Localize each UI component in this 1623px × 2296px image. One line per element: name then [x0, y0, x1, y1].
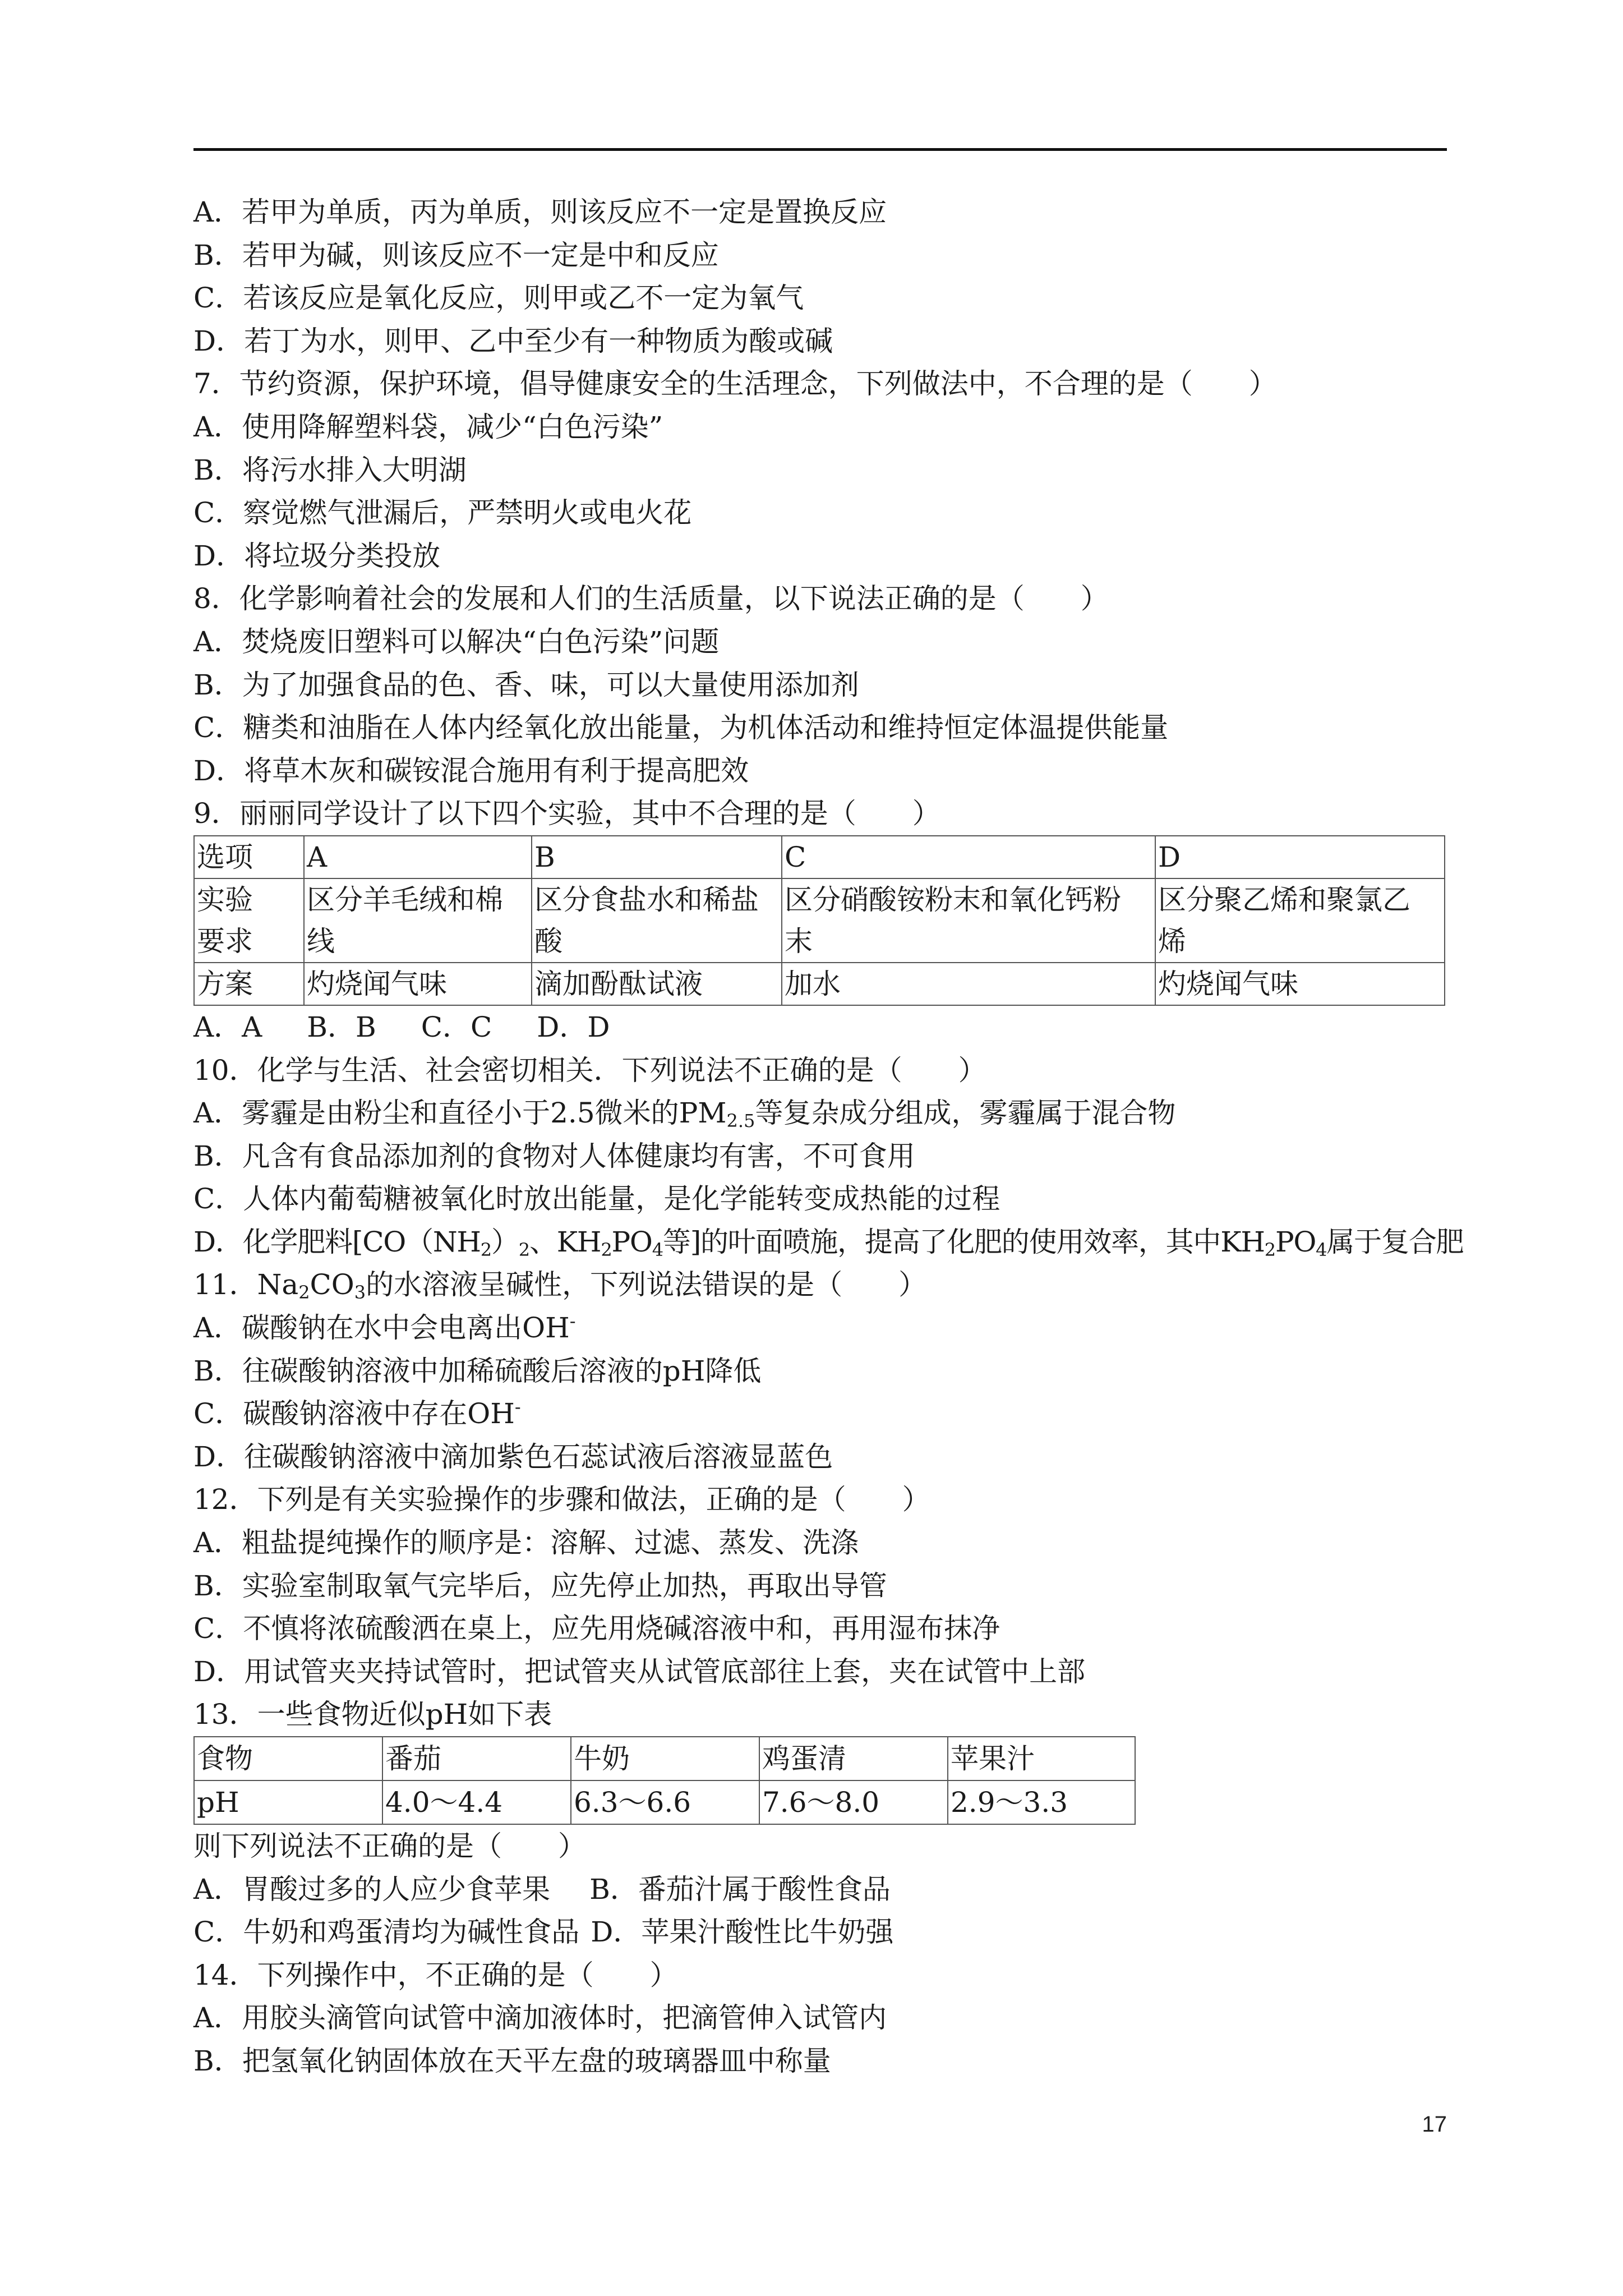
table-cell: [194, 878, 304, 963]
q12-stem: 12．下列是有关实验操作的步骤和做法，正确的是（ ）: [193, 1483, 930, 1516]
q6-option-c: C．若该反应是氧化反应，则甲或乙不一定为氧气: [193, 282, 804, 315]
text-run: A．雾霾是由粉尘和直径小于2.5微米的PM: [193, 1097, 727, 1130]
text-run: PO: [611, 1225, 652, 1258]
q13-stem: 13．一些食物近似pH如下表: [193, 1698, 552, 1731]
text-run: 、KH: [529, 1225, 601, 1258]
cell-text: 末: [785, 924, 813, 958]
q9-option-d: D．D: [537, 1010, 610, 1043]
superscript: -: [514, 1396, 521, 1418]
cell-text: 线: [307, 924, 335, 958]
table-row: [194, 1780, 1135, 1824]
q13-table: [193, 1736, 1136, 1825]
q7-option-c: C．察觉燃气泄漏后，严禁明火或电火花: [193, 496, 692, 530]
text-run: CO: [310, 1268, 354, 1301]
q6-option-a: A．若甲为单质，丙为单质，则该反应不一定是置换反应: [193, 196, 887, 228]
table-cell: 4.0～4.4: [382, 1780, 571, 1824]
subscript: 2: [518, 1239, 529, 1260]
q8-option-a: A．焚烧废旧塑料可以解决“白色污染”问题: [193, 625, 720, 658]
header-rule: [193, 148, 1447, 151]
table-cell: [532, 878, 782, 963]
table-cell: 鸡蛋清: [759, 1737, 948, 1780]
q14-stem: 14．下列操作中，不正确的是（ ）: [193, 1958, 678, 1991]
q10-option-c: C．人体内葡萄糖被氧化时放出能量，是化学能转变成热能的过程: [193, 1182, 1000, 1216]
text-run: 属于复合肥: [1326, 1225, 1464, 1258]
cell-text: 区分聚乙烯和聚氯乙: [1158, 883, 1410, 916]
cell-text: 区分羊毛绒和棉: [307, 883, 503, 916]
table-cell: [304, 878, 532, 963]
text-run: A．碳酸钠在水中会电离出OH: [193, 1312, 570, 1345]
cell-text: 区分食盐水和稀盐: [534, 883, 759, 916]
text-run: ）: [491, 1225, 519, 1258]
subscript: 2: [298, 1282, 310, 1304]
cell-text: 区分硝酸铵粉末和氧化钙粉: [785, 883, 1121, 916]
q10-option-d: [193, 1221, 1464, 1264]
table-cell: pH: [194, 1780, 382, 1824]
text-run: D．化学肥料[CO（NH: [193, 1225, 481, 1258]
q13-option-d: D．苹果汁酸性比牛奶强: [591, 1916, 894, 1949]
q13-option-b: B．番茄汁属于酸性食品: [589, 1872, 891, 1906]
text-run: C．碳酸钠溶液中存在OH: [193, 1397, 515, 1430]
text-run: 的水溶液呈碱性，下列说法错误的是（ ）: [366, 1268, 927, 1301]
q9-stem: 9．丽丽同学设计了以下四个实验，其中不合理的是（ ）: [193, 797, 940, 830]
table-cell: 2.9～3.3: [948, 1780, 1135, 1824]
q8-option-d: D．将草木灰和碳铵混合施用有利于提高肥效: [193, 754, 749, 787]
table-cell: 食物: [194, 1737, 382, 1780]
table-cell: 牛奶: [571, 1737, 759, 1780]
table-row: [194, 963, 1445, 1005]
table-cell: 方案: [194, 963, 304, 1005]
q13-option-c: C．牛奶和鸡蛋清均为碱性食品: [193, 1916, 580, 1949]
table-cell: 加水: [782, 963, 1155, 1005]
subscript: 2.5: [726, 1110, 755, 1132]
q12-option-c: C．不慎将浓硫酸洒在桌上，应先用烧碱溶液中和，再用湿布抹净: [193, 1612, 1000, 1645]
table-row: [194, 878, 1445, 963]
table-cell: C: [782, 836, 1155, 878]
q9-option-c: C．C: [421, 1010, 492, 1043]
q10-stem: 10．化学与生活、社会密切相关．下列说法不正确的是（ ）: [193, 1053, 986, 1087]
q6-option-d: D．若丁为水，则甲、乙中至少有一种物质为酸或碱: [193, 324, 833, 357]
text-run: 11．Na: [193, 1268, 299, 1301]
q6-option-b: B．若甲为碱，则该反应不一定是中和反应: [193, 238, 719, 272]
q8-option-b: B．为了加强食品的色、香、味，可以大量使用添加剂: [193, 668, 859, 701]
table-cell: A: [304, 836, 532, 878]
subscript: 4: [652, 1239, 663, 1260]
q11-stem: [193, 1263, 1450, 1306]
q8-stem: 8．化学影响着社会的发展和人们的生活质量，以下说法正确的是（ ）: [193, 582, 1109, 615]
text-run: 等复杂成分组成，雾霾属于混合物: [755, 1097, 1176, 1130]
table-cell: 选项: [194, 836, 304, 878]
table-cell: 灼烧闻气味: [1155, 963, 1445, 1005]
q7-option-b: B．将污水排入大明湖: [193, 453, 467, 486]
q14-option-b: B．把氢氧化钠固体放在天平左盘的玻璃器皿中称量: [193, 2044, 831, 2077]
q11-option-a: [193, 1306, 1450, 1350]
subscript: 2: [601, 1239, 612, 1260]
subscript: 2: [1264, 1239, 1275, 1260]
q11-option-c: [193, 1392, 1450, 1435]
superscript: -: [569, 1310, 576, 1332]
q11-option-b: B．往碳酸钠溶液中加稀硫酸后溶液的pH降低: [193, 1354, 762, 1387]
table-cell: B: [532, 836, 782, 878]
text-run: PO: [1275, 1225, 1316, 1258]
q10-option-a: [193, 1092, 1450, 1135]
table-row: [194, 836, 1445, 878]
page-number: 17: [1422, 2112, 1447, 2137]
table-cell: 6.3～6.6: [571, 1780, 759, 1824]
table-cell: D: [1155, 836, 1445, 878]
cell-text: 要求: [197, 924, 253, 958]
q13-after: 则下列说法不正确的是（ ）: [193, 1830, 586, 1862]
page-content: [193, 191, 1464, 2083]
cell-text: 酸: [534, 924, 562, 958]
q9-option-b: B．B: [307, 1010, 376, 1043]
subscript: 2: [480, 1239, 491, 1260]
subscript: 4: [1316, 1239, 1327, 1260]
subscript: 3: [354, 1282, 366, 1304]
q12-option-d: D．用试管夹夹持试管时，把试管夹从试管底部往上套，夹在试管中上部: [193, 1655, 1086, 1688]
table-cell: 滴加酚酞试液: [532, 963, 782, 1005]
q8-option-c: C．糖类和油脂在人体内经氧化放出能量，为机体活动和维持恒定体温提供能量: [193, 711, 1169, 744]
table-row: [194, 1737, 1135, 1780]
q12-option-a: A．粗盐提纯操作的顺序是：溶解、过滤、蒸发、洗涤: [193, 1526, 859, 1559]
text-run: 等]的叶面喷施，提高了化肥的使用效率，其中KH: [662, 1225, 1265, 1258]
q13-options-ab: [193, 1868, 1450, 1911]
q10-option-b: B．凡含有食品添加剂的食物对人体健康均有害，不可食用: [193, 1139, 915, 1172]
q13-options-cd: [193, 1911, 1450, 1954]
table-cell: [1155, 878, 1445, 963]
q12-option-b: B．实验室制取氧气完毕后，应先停止加热，再取出导管: [193, 1569, 887, 1602]
q9-table: [193, 835, 1445, 1006]
q14-option-a: A．用胶头滴管向试管中滴加液体时，把滴管伸入试管内: [193, 2001, 887, 2035]
table-cell: 7.6～8.0: [759, 1780, 948, 1824]
cell-text: 烯: [1158, 924, 1186, 958]
table-cell: [782, 878, 1155, 963]
q7-option-d: D．将垃圾分类投放: [193, 539, 441, 572]
q7-option-a: A．使用降解塑料袋，减少“白色污染”: [193, 410, 663, 443]
table-cell: 灼烧闻气味: [304, 963, 532, 1005]
table-cell: 苹果汁: [948, 1737, 1135, 1780]
q13-option-a: A．胃酸过多的人应少食苹果: [193, 1872, 551, 1906]
q7-stem: 7．节约资源，保护环境，倡导健康安全的生活理念，下列做法中，不合理的是（ ）: [193, 367, 1277, 401]
q9-options: [193, 1006, 1450, 1049]
q11-option-d: D．往碳酸钠溶液中滴加紫色石蕊试液后溶液显蓝色: [193, 1440, 833, 1473]
cell-text: 实验: [197, 883, 253, 916]
q9-option-a: A．A: [193, 1010, 262, 1043]
table-cell: 番茄: [382, 1737, 571, 1780]
